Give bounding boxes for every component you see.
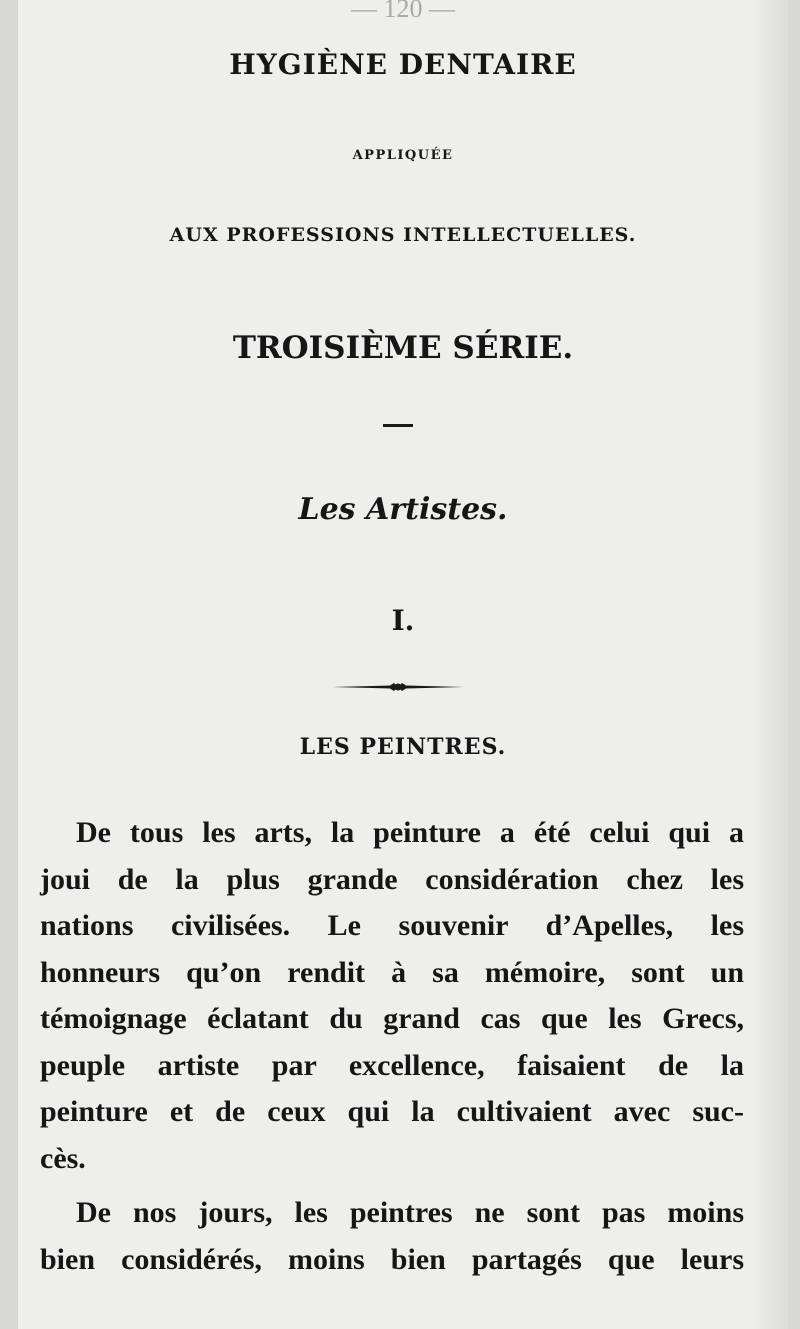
ornament-rule (330, 680, 466, 694)
text-line: témoignage éclatant du grand cas que les Grecs, (40, 1002, 744, 1035)
text-line: De nos jours, les peintres ne sont pas moins (76, 1196, 744, 1229)
chapter-number: I. (391, 604, 415, 637)
text-line: nations civilisées. Le souvenir d’Apelles, les (40, 909, 744, 942)
text-line: De tous les arts, la peinture a été celui qui a (76, 816, 744, 849)
book-subtitle: APPLIQUÉE (352, 148, 454, 163)
text-line: bien considérés, moins bien partagés que leurs (40, 1242, 744, 1276)
separator-dash (383, 424, 413, 427)
book-title: HYGIÈNE DENTAIRE (229, 48, 577, 81)
body-text (40, 810, 744, 1283)
text-line: peinture et de ceux qui la cultivaient avec suc- (40, 1095, 744, 1128)
series-title: TROISIÈME SÉRIE. (232, 330, 574, 366)
paragraph (40, 1190, 744, 1283)
text-line: peuple artiste par excellence, faisaient de la (40, 1048, 744, 1082)
text-line: joui de la plus grande considération chez les (40, 862, 744, 896)
chapter-title: LES PEINTRES. (299, 734, 507, 760)
text-line: honneurs qu’on rendit à sa mémoire, sont un (40, 955, 744, 989)
book-subtitle-2: AUX PROFESSIONS INTELLECTUELLES. (169, 224, 637, 246)
page-number: — 120 — (351, 0, 455, 23)
paragraph (40, 810, 744, 1182)
section-title: Les Artistes. (298, 492, 508, 527)
text-line: cès. (40, 1141, 86, 1175)
book-page (18, 0, 788, 1329)
